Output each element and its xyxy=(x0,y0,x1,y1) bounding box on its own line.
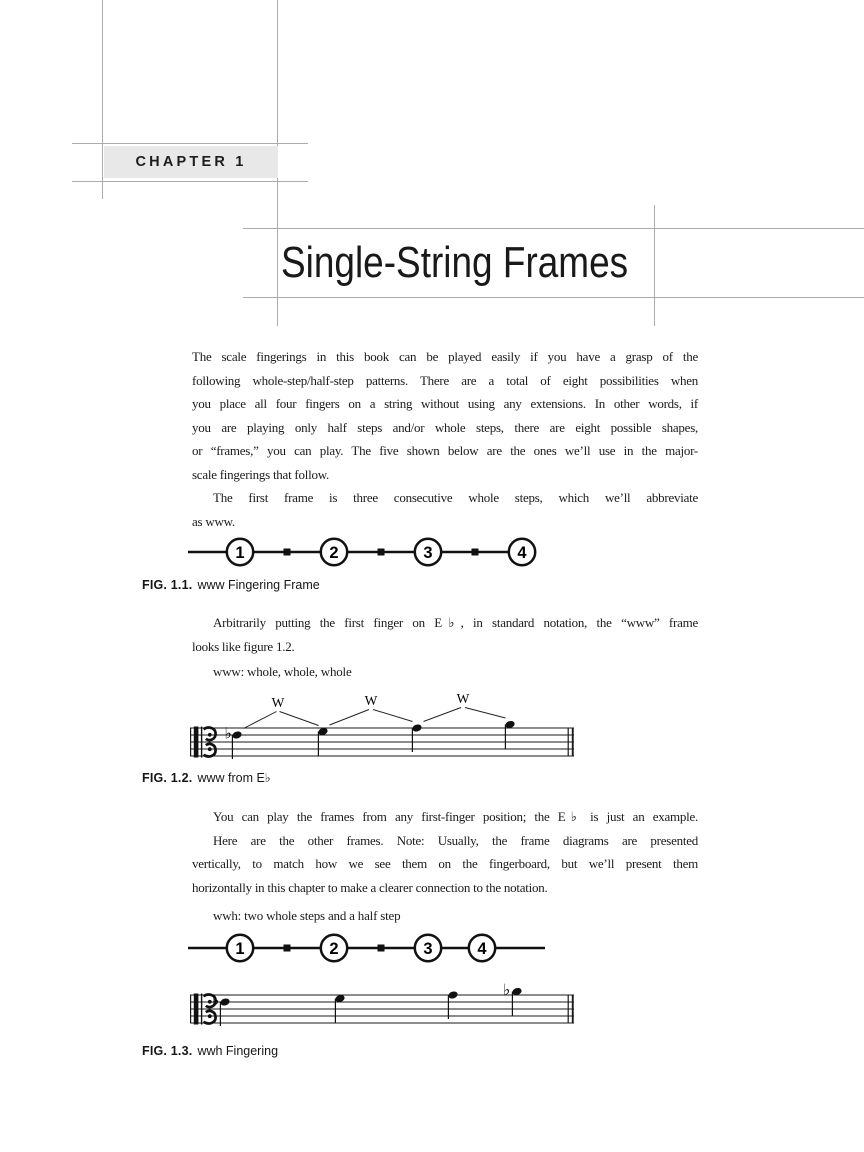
finger-number: 1 xyxy=(235,939,245,958)
text-line: You can play the frames from any first-finger position; the E♭ is just an example. xyxy=(213,809,698,824)
figure-caption-text: www Fingering Frame xyxy=(197,578,320,592)
figure-caption-number: FIG. 1.3. xyxy=(142,1044,193,1058)
text-line: looks like figure 1.2. xyxy=(192,638,295,654)
guide-hline-title-bottom xyxy=(243,297,864,298)
pattern-label-www: www: whole, whole, whole xyxy=(213,664,352,679)
start-barline xyxy=(190,995,191,1023)
whole-step-label: W xyxy=(456,691,470,706)
staff-lines xyxy=(190,995,574,1023)
pattern-label-wwh: wwh: two whole steps and a half step xyxy=(213,908,401,923)
text-line: horizontally in this chapter to make a clearer connection to the notation. xyxy=(192,879,548,895)
text-line: Arbitrarily putting the first finger on E♭, in standard notation, the “www” frame xyxy=(213,615,698,630)
finger-number: 4 xyxy=(517,543,527,562)
figure-caption-number: FIG. 1.2. xyxy=(142,771,193,785)
finger-number: 2 xyxy=(329,543,339,562)
start-barline xyxy=(190,728,191,756)
finger-number: 3 xyxy=(423,543,433,562)
page-title: Single-String Frames xyxy=(281,238,629,287)
finger-number: 4 xyxy=(477,939,487,958)
figure-caption xyxy=(142,1043,278,1059)
notehead xyxy=(219,997,230,1006)
guide-vline-left xyxy=(102,0,103,199)
staff-lines xyxy=(190,728,574,756)
finger-number: 2 xyxy=(329,939,339,958)
figure-caption xyxy=(142,770,271,786)
staff-notation-wwh xyxy=(0,978,864,1034)
flat-sign: ♭ xyxy=(224,724,232,743)
guide-hline-chapter-top xyxy=(72,143,308,144)
finger-number: 1 xyxy=(235,543,245,562)
figure-caption-text: www from E♭ xyxy=(197,771,271,785)
text-line: The scale fingerings in this book can be played easily if you have a grasp of the xyxy=(192,349,698,364)
finger-number: 3 xyxy=(423,939,433,958)
double-barline xyxy=(568,995,569,1023)
noteheads-and-stems xyxy=(231,720,515,759)
whole-step-bracket-lines xyxy=(244,708,506,729)
text-line: vertically, to match how we see them on the fingerboard, but we’ll present them xyxy=(192,856,698,871)
paragraph-eb xyxy=(192,611,698,658)
notehead xyxy=(411,723,422,732)
chapter-banner xyxy=(104,146,278,178)
text-line: Here are the other frames. Note: Usually, the frame diagrams are presented xyxy=(213,832,698,848)
whole-step-label: W xyxy=(271,695,285,710)
fingering-frame-diagram-wwh xyxy=(0,925,864,971)
text-line: following whole-step/half-step patterns. There are a total of eight possibilities when xyxy=(192,372,698,388)
double-barline xyxy=(572,728,574,756)
text-line: as www. xyxy=(192,513,235,529)
double-barline xyxy=(572,995,574,1023)
guide-hline-chapter-bottom xyxy=(72,181,308,182)
figure-caption-number: FIG. 1.1. xyxy=(142,578,193,592)
text-line: you place all four fingers on a string without using any extensions. In other words, if xyxy=(192,396,698,411)
whole-step-label: W xyxy=(364,693,378,708)
text-line: or “frames,” you can play. The five shown below are the ones we’ll use in the major- xyxy=(192,443,698,458)
fingering-frame-diagram-www xyxy=(0,530,864,576)
notehead xyxy=(231,730,242,739)
intro-paragraph xyxy=(192,345,698,533)
notehead xyxy=(447,990,458,999)
text-line: The first frame is three consecutive whole steps, which we’ll abbreviate xyxy=(213,490,698,505)
figure-caption xyxy=(142,577,320,593)
double-barline xyxy=(568,728,569,756)
staff-notation-www xyxy=(0,690,864,768)
flat-sign: ♭ xyxy=(211,991,220,1010)
text-line: you are playing only half steps and/or whole steps, there are eight possible shapes, xyxy=(192,419,698,435)
guide-vline-title-right xyxy=(654,205,655,326)
paragraph-frames xyxy=(192,805,698,899)
text-line: scale fingerings that follow. xyxy=(192,466,330,482)
flat-sign: ♭ xyxy=(502,981,511,999)
noteheads-and-stems xyxy=(219,987,522,1026)
chapter-label: CHAPTER 1 xyxy=(135,154,247,170)
guide-hline-title-top xyxy=(243,228,864,229)
figure-caption-text: wwh Fingering xyxy=(197,1044,279,1058)
